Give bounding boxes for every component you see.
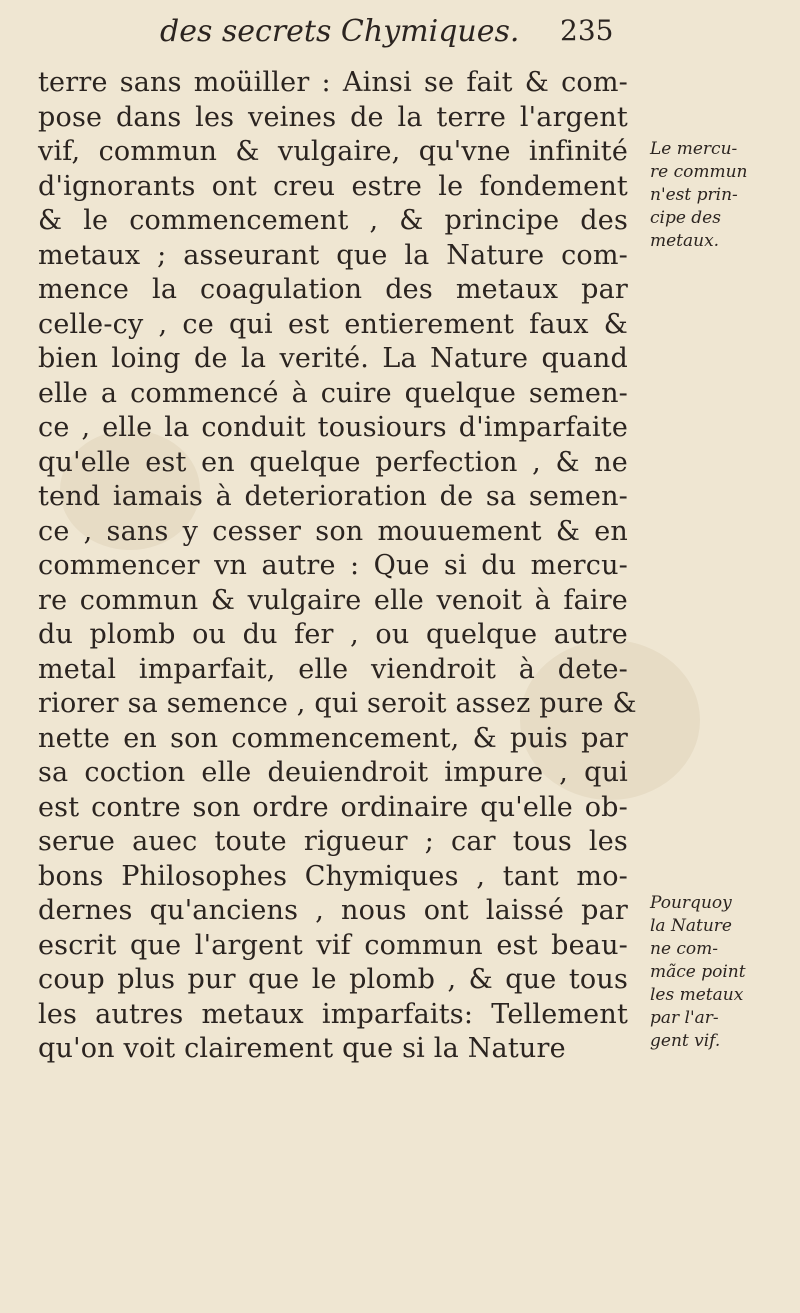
text-line: dernes qu'anciens , nous ont laissé par [38,895,628,926]
text-line: pose dans les veines de la terre l'argent [38,101,628,133]
text-line: commencer vn autre : Que si du mercu- [38,550,628,581]
margin-note-line: Pourquoy [650,893,732,913]
text-line: serue auec toute rigueur ; car tous les [38,826,628,857]
page-number: 235 [560,14,614,47]
text-line: celle-cy , ce qui est entierement faux & [38,308,628,340]
running-head [160,14,780,58]
text-line: ce , sans y cesser son mouuement & en [38,515,628,547]
text-line: terre sans moüiller : Ainsi se fait & com- [38,67,628,98]
margin-note-mercury [650,138,790,253]
text-line: nette en son commencement, & puis par [38,722,628,754]
margin-note-line: n'est prin- [650,185,738,205]
margin-note-line: re commun [650,162,748,182]
running-head-title: des secrets Chymiques. [160,14,520,49]
text-line: tend iamais à deterioration de sa semen- [38,481,628,512]
margin-note-nature [650,892,790,1053]
text-line: & le commencement , & principe des [38,205,628,236]
margin-note-line: par l'ar- [650,1008,719,1028]
text-line: riorer sa semence , qui seroit assez pure & [38,688,637,719]
text-line: ce , elle la conduit tousiours d'imparfaite [38,412,628,443]
text-line: mence la coagulation des metaux par [38,274,628,305]
margin-note-line: mãce point [650,962,746,982]
text-line: du plomb ou du fer , ou quelque autre [38,619,628,650]
text-line: escrit que l'argent vif commun est beau- [38,929,628,961]
text-line: metal imparfait, elle viendroit à dete- [38,653,628,685]
text-line: sa coction elle deuiendroit impure , qui [38,757,628,788]
text-line: elle a commencé à cuire quelque semen- [38,377,628,409]
text-line: d'ignorants ont creu estre le fondement [38,170,628,202]
text-line: est contre son ordre ordinaire qu'elle ob- [38,791,628,823]
text-line: les autres metaux imparfaits: Tellement [38,998,628,1030]
margin-note-line: ne com- [650,939,719,959]
margin-note-line: les metaux [650,985,744,1005]
text-line: coup plus pur que le plomb , & que tous [38,964,628,995]
text-line: qu'elle est en quelque perfection , & ne [38,446,628,478]
text-line: vif, commun & vulgaire, qu'vne infinité [38,136,628,167]
text-line: re commun & vulgaire elle venoit à faire [38,584,628,616]
text-line: qu'on voit clairement que si la Nature [38,1033,566,1064]
margin-note-line: la Nature [650,916,732,936]
text-line: bien loing de la verité. La Nature quand [38,343,628,374]
margin-note-line: gent vif. [650,1031,721,1051]
margin-note-line: metaux. [650,231,720,251]
text-line: metaux ; asseurant que la Nature com- [38,239,628,271]
margin-note-line: cipe des [650,208,721,228]
body-text [38,66,637,1067]
margin-note-line: Le mercu- [650,139,738,159]
text-line: bons Philosophes Chymiques , tant mo- [38,860,628,892]
